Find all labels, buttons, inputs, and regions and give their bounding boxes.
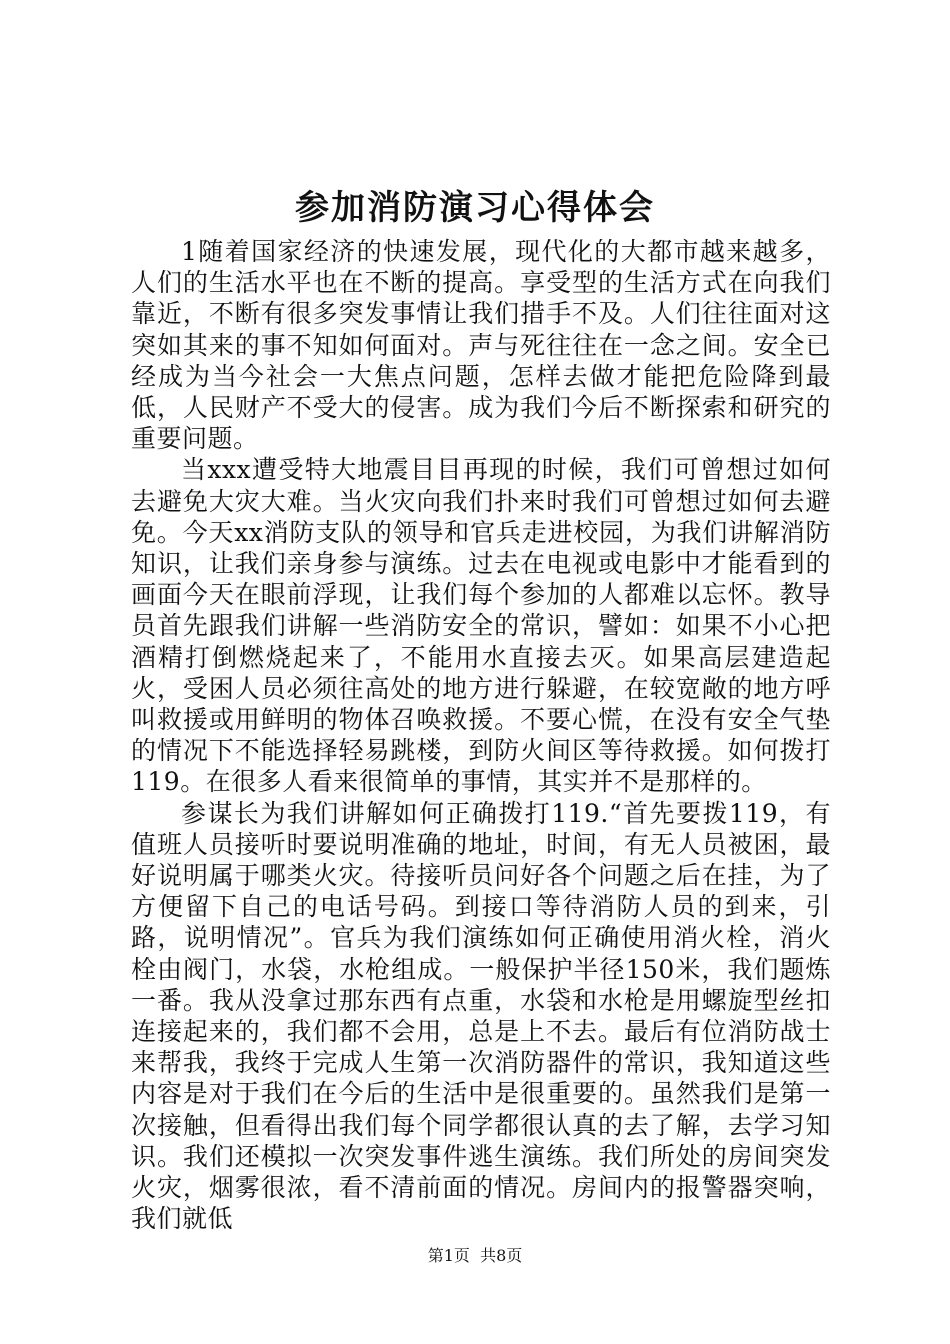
paragraph-1: 1随着国家经济的快速发展，现代化的大都市越来越多，人们的生活水平也在不断的提高。享受型的生活方式在向我们靠近，不断有很多突发事情让我们措手不及。人们往往面对这突如其来的事不知如何面对。声与死往往在一念之间。安全已经成为当今社会一大焦点问题，怎样去做才能把危险降到最低，人民财产不受大的侵害。成为我们今后不断探索和研究的重要问题。 bbox=[131, 237, 831, 454]
paragraph-3: 参谋长为我们讲解如何正确拨打119.“首先要拨119，有值班人员接听时要说明准确的地址，时间，有无人员被困，最好说明属于哪类火灾。待接听员问好各个问题之后在挂，为了方便留下自己的电话号码。到接口等待消防人员的到来，引路，说明情况”。官兵为我们演练如何正确使用消火栓，消火栓由阀门，水袋，水枪组成。一般保护半径150米，我们题炼一番。我从没拿过那东西有点重，水袋和水枪是用螺旋型丝扣连接起来的，我们都不会用，总是上不去。最后有位消防战士来帮我，我终于完成人生第一次消防器件的常识，我知道这些内容是对于我们在今后的生活中是很重要的。虽然我们是第一次接触，但看得出我们每个同学都很认真的去了解，去学习知识。我们还模拟一次突发事件逃生演练。我们所处的房间突发火灾，烟雾很浓，看不清前面的情况。房间内的报警器突响，我们就低 bbox=[131, 798, 831, 1234]
page-number-label: 第1页 共8页 bbox=[427, 1246, 523, 1265]
paragraph-2: 当xxx遭受特大地震目目再现的时候，我们可曾想过如何去避免大灾大难。当火灾向我们扑来时我们可曾想过如何去避免。今天xx消防支队的领导和官兵走进校园，为我们讲解消防知识，让我们亲身参与演练。过去在电视或电影中才能看到的画面今天在眼前浮现，让我们每个参加的人都难以忘怀。教导员首先跟我们讲解一些消防安全的常识，譬如：如果不小心把酒精打倒燃烧起来了，不能用水直接去灭。如果高层建造起火，受困人员必须往高处的地方进行躲避，在较宽敞的地方呼叫救援或用鲜明的物体召唤救援。不要心慌，在没有安全气垫的情况下不能选择轻易跳楼，到防火间区等待救援。如何拨打119。在很多人看来很简单的事情，其实并不是那样的。 bbox=[131, 455, 831, 797]
document-title: 参加消防演习心得体会 bbox=[295, 188, 655, 228]
page-footer bbox=[0, 1244, 950, 1268]
document-body bbox=[131, 236, 831, 1235]
